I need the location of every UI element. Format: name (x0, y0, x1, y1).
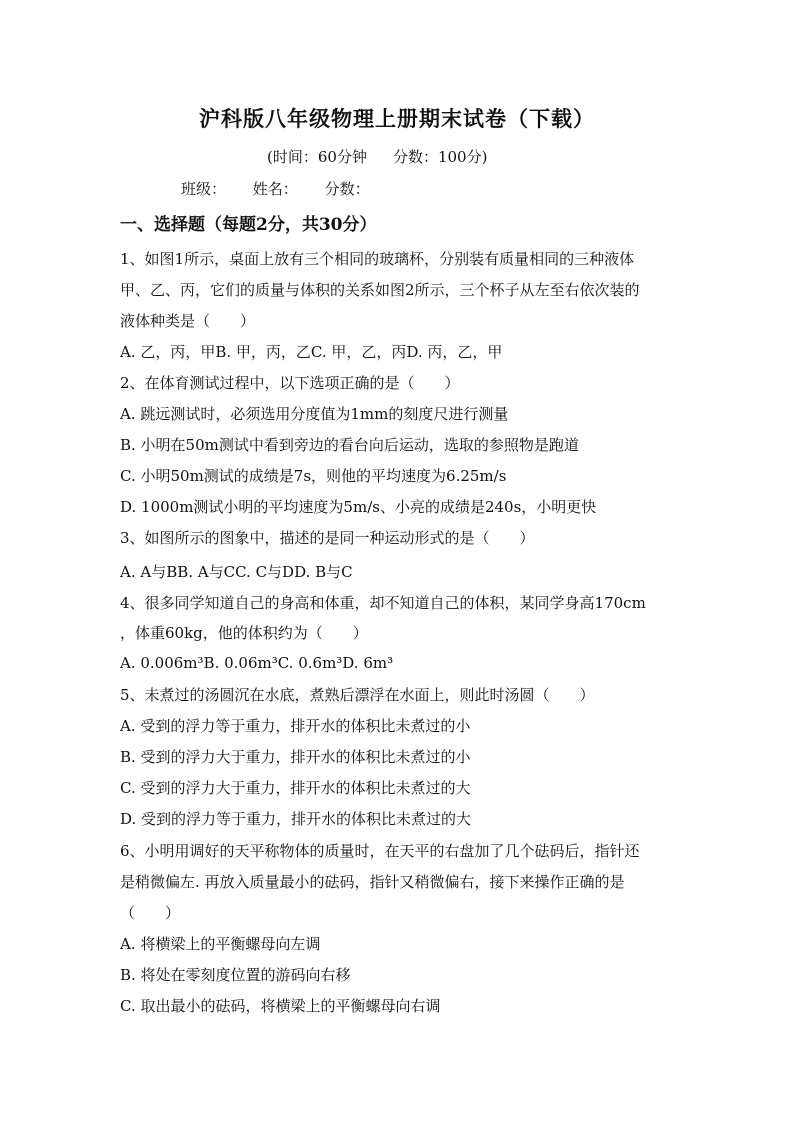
question-line: （ ） (120, 904, 181, 922)
question-line: 2、在体育测试过程中，以下选项正确的是（ ） (120, 374, 460, 392)
student-info-row (181, 178, 392, 199)
question-line: 6、小明用调好的天平称物体的质量时，在天平的右盘加了几个砝码后，指针还 (120, 842, 640, 860)
question-line: C. 小明50m测试的成绩是7s，则他的平均速度为6.25m/s (120, 467, 507, 485)
question-line: 甲、乙、丙，它们的质量与体积的关系如图2所示，三个杯子从左至右依次装的 (120, 281, 640, 299)
score-label: 分数： (324, 180, 370, 198)
question-line: D. 1000m测试小明的平均速度为5m/s、小亮的成绩是240s，小明更快 (120, 498, 597, 516)
question-line: 1、如图1所示，桌面上放有三个相同的玻璃杯，分别装有质量相同的三种液体 (120, 250, 635, 268)
question-line: A. 跳远测试时，必须选用分度值为1mm的刻度尺进行测量 (120, 405, 509, 423)
question-line: B. 将处在零刻度位置的游码向右移 (120, 966, 351, 984)
question-line: A. 将横梁上的平衡螺母向左调 (120, 935, 321, 953)
question-line: C. 取出最小的砝码，将横梁上的平衡螺母向右调 (120, 997, 441, 1015)
question-line: 液体种类是（ ） (120, 312, 256, 330)
question-line: A. 受到的浮力等于重力，排开水的体积比未煮过的小 (120, 717, 471, 735)
class-label: 班级： (181, 180, 227, 198)
time-limit: (时间：60分钟 (267, 148, 367, 166)
question-line: A. A与BB. A与CC. C与DD. B与C (120, 563, 353, 581)
question-line: B. 受到的浮力大于重力，排开水的体积比未煮过的小 (120, 748, 471, 766)
question-line: D. 受到的浮力等于重力，排开水的体积比未煮过的大 (120, 810, 472, 828)
exam-subtitle (267, 146, 487, 167)
question-line: C. 受到的浮力大于重力，排开水的体积比未煮过的大 (120, 779, 471, 797)
question-line: 3、如图所示的图象中，描述的是同一种运动形式的是（ ） (120, 529, 535, 547)
question-line: 5、未煮过的汤圆沉在水底，煮熟后漂浮在水面上，则此时汤圆（ ） (120, 686, 595, 704)
total-score: 分数：100分) (392, 148, 488, 166)
question-line: 4、很多同学知道自己的身高和体重，却不知道自己的体积，某同学身高170cm (120, 594, 646, 612)
question-line: ，体重60kg，他的体积约为（ ） (120, 624, 368, 642)
exam-title: 沪科版八年级物理上册期末试卷（下载） (199, 106, 595, 131)
question-line: 是稍微偏左. 再放入质量最小的砝码，指针又稍微偏右，接下来操作正确的是 (120, 873, 625, 891)
question-line: B. 小明在50m测试中看到旁边的看台向后运动，选取的参照物是跑道 (120, 436, 579, 454)
question-line: A. 乙，丙，甲B. 甲，丙，乙C. 甲，乙，丙D. 丙，乙，甲 (120, 343, 503, 361)
section-heading: 一、选择题（每题2分，共30分） (120, 215, 377, 235)
question-line: A. 0.006m³B. 0.06m³C. 0.6m³D. 6m³ (120, 654, 394, 672)
name-label: 姓名： (252, 180, 298, 198)
